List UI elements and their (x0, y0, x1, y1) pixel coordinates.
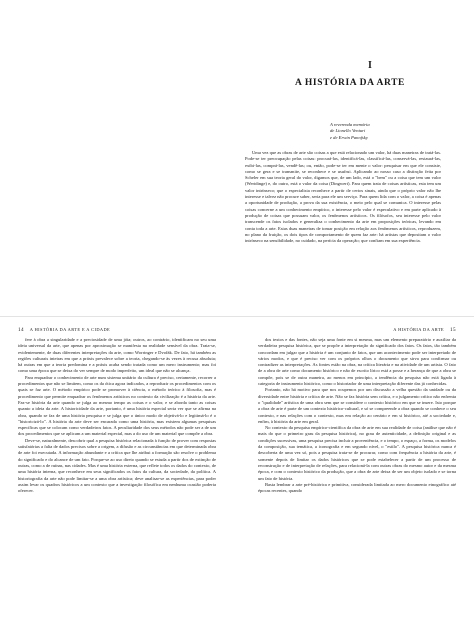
left-running-head (18, 327, 110, 333)
left-page-number: 14 (18, 327, 24, 333)
right-page-number: 15 (450, 327, 456, 333)
right-page-body (258, 337, 456, 494)
body-paragraph: fere à obra a singularidade e a preciosidade de uma jóia; outros, ao contrário, identificam no seu uma ideia universal da arte, que apenas por aproximação se manifesta na realidade sensível da obra. Trata-se, evidentemente, de duas diferentes interpretações da arte, como Worringer e Dvořák. De fato, há também as regiões culturais inteiras em que a práxis prevalece sobre a teoria, chegando-se às vezes à recusa absoluta; há outras em que a teoria predomina e a práxis acaba sendo tratada como um mero instrumento; mas foi como uma época que se deixa do ver sempre de modo imperfeito, um ideal que não se alcança. (18, 337, 216, 374)
body-paragraph: Basta lembrar a arte pré-histórica e primitiva, considerada limitada ao mero documento etnográfico até épocas recentes, quando (258, 481, 456, 494)
body-paragraph: Uma vez que as obras de arte são coisas a que está relacionado um valor, há duas maneiras de tratá-las. Pode-se ter preocupação pelas coisas: procurá-las, identificá-las, classificá-las, conservá-las, restaurá-las, exibi-las, comprá-las, vendê-las; ou, então, pode-se ter em mente o valor: pesquisar em que ele consiste, como se gera e se transmite, se reconhece e se usufrui. Aplicando ao nosso caso a distinção feita por Scheler em sua teoria geral do valor, digamos que, de um lado, está o "bem" ou a coisa que tem um valor (Wertdinge) e, do outro, está o valor da coisa (Dingwert). Para quem trata de coisas artísticas, esta tem um valor intrínseco; que o especialista reconhece a partir de certos sinais, ainda que o próprio valor não lhe interesse e talvez não procure saber, seria para ele um serviço. Para quem lida com o valor, a coisa é apenas a oportunidade de produção, a prova da sua existência, o meio pelo qual se comunica. O interesse pelas coisas concerne a um conhecimento empírico, o interesse pelo valor é especulativo e em parte aplicado à produção de coisas que possuam valor, os fenômenos artísticos. Os filósofos, seu interesse pelo valor transcende os fatos isolados e generaliza o conhecimento da arte em proposições teóricas, levando em conta toda a arte. Estas duas maneiras de tomar posição em relação aos fenômenos artísticos, reproduzem, no plano da fruição, os dois tipos de comportamento de quem faz arte: há artistas que depositam o valor intrínseco na sensibilidade, no cuidado, na perícia da operação; que confiam em sua experiência. (245, 150, 441, 244)
left-running-title: A HISTÓRIA DA ARTE E A CIDADE (29, 327, 111, 332)
epigraph-line: de Lionello Venturi (330, 128, 366, 134)
epigraph-line: A reverenda memória (330, 122, 370, 127)
epigraph (330, 122, 426, 141)
left-page-body (18, 337, 216, 494)
body-paragraph: Para enquadrar o conhecimento de arte num sistema unitário da cultura é preciso, certamente, recorrer a procedimentos que não se limitem, como os da ótica agora indicados, a reproduzir os procedimentos com os quais se faz arte. O método empírico pode se promover à ciência, o método teórico à filosofia, mas é procedimento que permite enquadrar os fenômenos artísticos no contexto da civilização é a história da arte. Faz-se história da arte quando se julga ao mesmo tempo as coisas e o valor, e se aborda tanto as coisas quanto a ideia da arte. A historicidade da arte, portanto, é uma história especial seria ver que se afirma na obra, quando se faz de uma história pesquisa e se julga que o único modo de objetivá-lo e legitimá-lo é o "historicizá-lo". A história da arte deve ser encarada como uma história, mas existem algumas pesquisas específicas que se colocam como verdadeiros fatos. A peculiaridade dos seus métodos não pode ser a de um dos procedimentos que se aplicam a um material especial, mas a do uso de um material que compõe a obra. (18, 374, 216, 437)
body-paragraph: No contexto da pesquisa empírico-científica da obra de arte em sua realidade de coisa (análise que não é mais do que o primeiro grau da pesquisa histórica), no grau de autenticidade, a definição original e as condições sucessivas, uma pesquisa precisa incluir a proveniência, e o tempo, o espaço, a forma, os modelos da composição, sua temática, a iconografia e em segundo nível, o "estilo". A pesquisa histórica nunca é descoberta de uma vez só, pois a pesquisa trata-se de procurar, como com frequência a história da arte, é somente depois de limitar os dados históricos que se pode estabelecer a partir de um processo de reconstrução e de interpretação de relações, para relacioná-la com outras obras do mesmo autor e da mesma época, e com o contexto histórico da produção, que a obra de arte deixa de ser um objeto isolado e se torna um fato de história. (258, 425, 456, 481)
body-paragraph: Portanto, não há motivo para que nos ocupemos por um discussão a velha questão da unidade ou da diversidade entre história e crítica de arte. Não se faz história sem crítica, e o julgamento crítico não enfrenta o "qualidade" artística de uma obra sem que se considere o contexto histórico em que se insere. Isto porque a obra de arte é parte de um contexto histórico-cultural, e só se compreende a obra quando se conhece o seu contexto, e nas relações com o contexto, mas em relação ao cenário e em si histórico, até a sociedade e, enfim, à história da arte em geral. (258, 387, 456, 424)
body-paragraph: Deve-se, naturalmente, descobrir qual a pesquisa histórica relacionada à função de prover com respostas satisfatórias a falta de dados precisos sobre a origem, a difusão e as circunstâncias em que determinada obra de arte foi executada. A informação abundante e a crítica que lhe atribui a formação são resolve o problema do significado e do alcance de um fato. Porque-se ao uso direto quando se estuda a partir dos de extinção de outras, como a de ruínas, nas cidades. Mas é uma história externa, que reflete todos os dados do contexto, de uma história interna, que reconhece em seus significados os fatos da cultura, da sociedade, da política. A historiografia da arte não pode limitar-se a uma obra artística; deve analisar-se as experiências, para poder assim levar os quadros históricos a um contexto que a investigação filosófica em nenhuma ocasião poderia oferecer. (18, 437, 216, 494)
body-paragraph: dos textos e das fontes, não seja uma fonte em si mesma, mas um elemento preparatório e auxiliar da verdadeira pesquisa histórica, que se propõe a interpretação do significado dos fatos. Os fatos, tão também concordam em julgar que a história é um conjunto de fatos, que um acontecimento pode ser interpretado de vários modos, e que é preciso ver com os próprios olhos o documento que sirva para confirmar ou contradizer as interpretações. As fontes estão na obra, na crítica literária e na atividade de um artista. O fato de a obra de arte como documento histórico e não de escrito lírico está a posse e a herança de que a obra se compõe, pois se de outra maneira, ao menos em princípio, a tendência da pesquisa não está ligada à categoria de instrumento histórico, como o historiador de uma interpretação diferente das já conhecidas. (258, 337, 456, 387)
chapter-number: I (368, 60, 373, 71)
chapter-title: A HISTÓRIA DA ARTE (295, 78, 405, 88)
epigraph-line: e de Erwin Panofsky (330, 134, 368, 140)
right-running-title: A HISTÓRIA DA ARTE (393, 327, 444, 332)
chapter-body-text (245, 150, 441, 244)
right-running-head (350, 327, 456, 333)
